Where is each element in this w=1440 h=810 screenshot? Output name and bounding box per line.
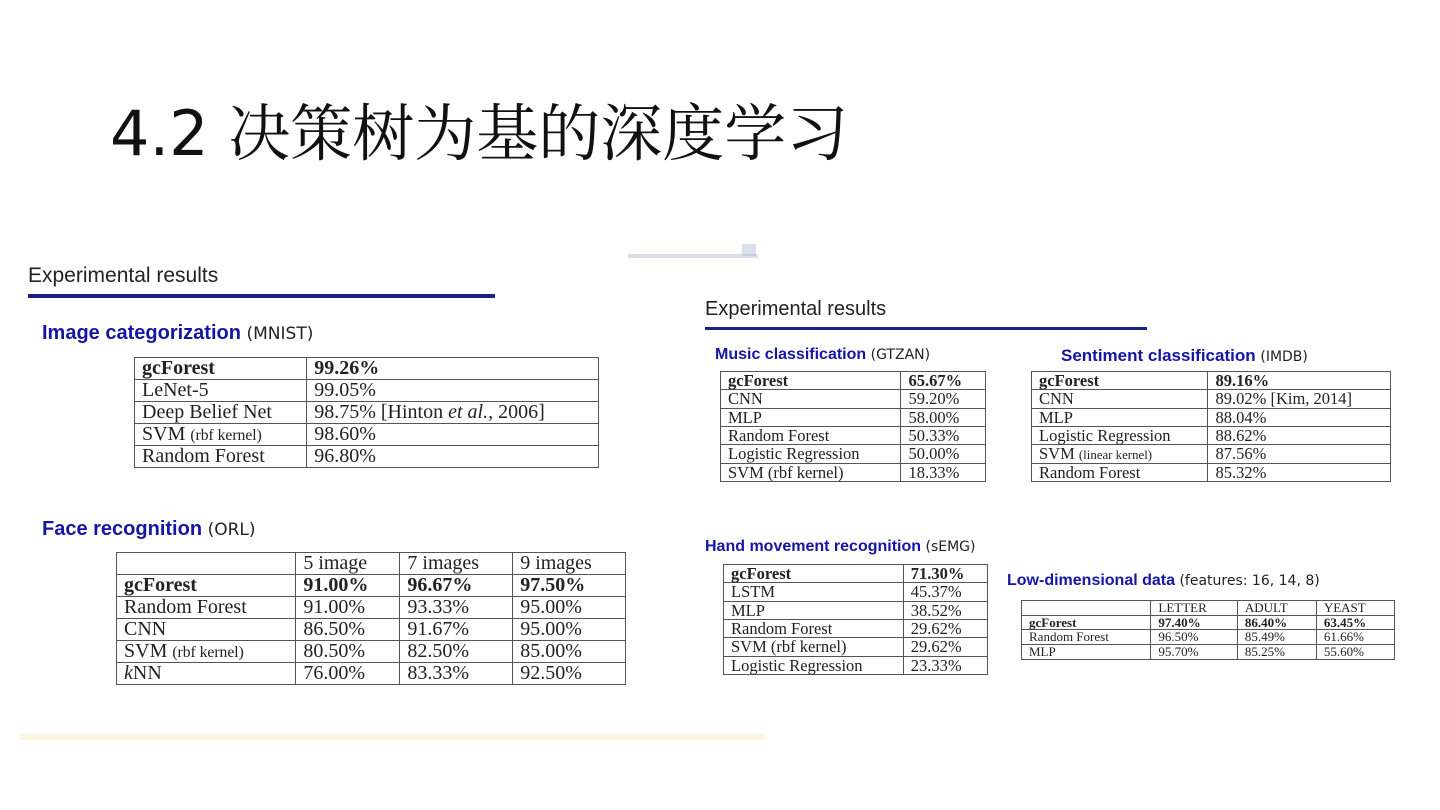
table-row: CNN 59.20% <box>721 390 986 408</box>
slide-title: 4.2 决策树为基的深度学习 <box>110 97 849 170</box>
table-cell: kNN <box>117 663 296 685</box>
orl-results-table <box>116 552 626 685</box>
scan-edge <box>20 734 765 740</box>
table-row: MLP 38.52% <box>724 601 988 619</box>
table-cell: SVM (rbf kernel) <box>117 641 296 663</box>
music-classification-title: Music classification (GTZAN) <box>715 346 931 363</box>
table-row: SVM (rbf kernel) 80.50% 82.50% 85.00% <box>117 641 626 663</box>
table-row: SVM (rbf kernel) 29.62% <box>724 638 988 656</box>
table-row: SVM (rbf kernel) 98.60% <box>135 424 599 446</box>
image-categorization-title: Image categorization (MNIST) <box>42 322 314 344</box>
table-cell: SVM (linear kernel) <box>1032 445 1208 464</box>
table-row: Random Forest 91.00% 93.33% 95.00% <box>117 597 626 619</box>
panel-heading: Experimental results <box>705 298 887 320</box>
mnist-results-table <box>134 357 599 468</box>
heading-underline <box>705 327 1147 330</box>
panel-heading: Experimental results <box>28 264 219 287</box>
table-row: Deep Belief Net 98.75% [Hinton et al., 2006] <box>135 402 599 424</box>
left-results-panel <box>28 262 763 740</box>
table-row: Random Forest 50.33% <box>721 426 986 444</box>
table-row: LeNet-5 99.05% <box>135 380 599 402</box>
table-cell: 98.75% [Hinton et al., 2006] <box>307 402 599 424</box>
gtzan-results-table <box>720 371 986 482</box>
table-row: SVM (linear kernel) 87.56% <box>1032 445 1391 464</box>
low-dimensional-title: Low-dimensional data (features: 16, 14, 8) <box>1007 572 1320 589</box>
table-row: kNN 76.00% 83.33% 92.50% <box>117 663 626 685</box>
imdb-results-table <box>1031 371 1391 482</box>
table-row: MLP 88.04% <box>1032 408 1391 426</box>
table-row: Logistic Regression 23.33% <box>724 656 988 674</box>
table-header-row: LETTER ADULT YEAST <box>1022 601 1395 616</box>
table-row: Random Forest 85.32% <box>1032 463 1391 481</box>
hand-movement-title: Hand movement recognition (sEMG) <box>705 538 976 555</box>
table-row: Random Forest 29.62% <box>724 619 988 637</box>
table-row: MLP 95.70% 85.25% 55.60% <box>1022 644 1395 659</box>
semg-results-table <box>723 564 988 675</box>
table-row: gcForest 71.30% <box>724 565 988 583</box>
low-dimensional-results-table <box>1021 600 1395 660</box>
table-row: gcForest 91.00% 96.67% 97.50% <box>117 575 626 597</box>
table-row: gcForest 65.67% <box>721 372 986 390</box>
table-cell: SVM (rbf kernel) <box>135 424 307 446</box>
scan-artifact <box>628 254 758 258</box>
table-row: Random Forest 96.50% 85.49% 61.66% <box>1022 630 1395 645</box>
heading-underline <box>28 294 495 298</box>
table-row: Logistic Regression 50.00% <box>721 445 986 463</box>
table-row: gcForest 99.26% <box>135 358 599 380</box>
table-row: CNN 86.50% 91.67% 95.00% <box>117 619 626 641</box>
sentiment-classification-title: Sentiment classification (IMDB) <box>1061 346 1308 365</box>
table-row: Random Forest 96.80% <box>135 446 599 468</box>
table-row: gcForest 97.40% 86.40% 63.45% <box>1022 615 1395 630</box>
face-recognition-title: Face recognition (ORL) <box>42 518 256 540</box>
right-results-panel <box>705 296 1415 716</box>
scan-artifact <box>742 244 756 256</box>
table-row: gcForest 89.16% <box>1032 372 1391 390</box>
table-row: CNN 89.02% [Kim, 2014] <box>1032 390 1391 408</box>
table-row: MLP 58.00% <box>721 408 986 426</box>
table-header-row: 5 image 7 images 9 images <box>117 553 626 575</box>
table-row: LSTM 45.37% <box>724 583 988 601</box>
table-row: Logistic Regression 88.62% <box>1032 426 1391 444</box>
table-row: SVM (rbf kernel) 18.33% <box>721 463 986 481</box>
